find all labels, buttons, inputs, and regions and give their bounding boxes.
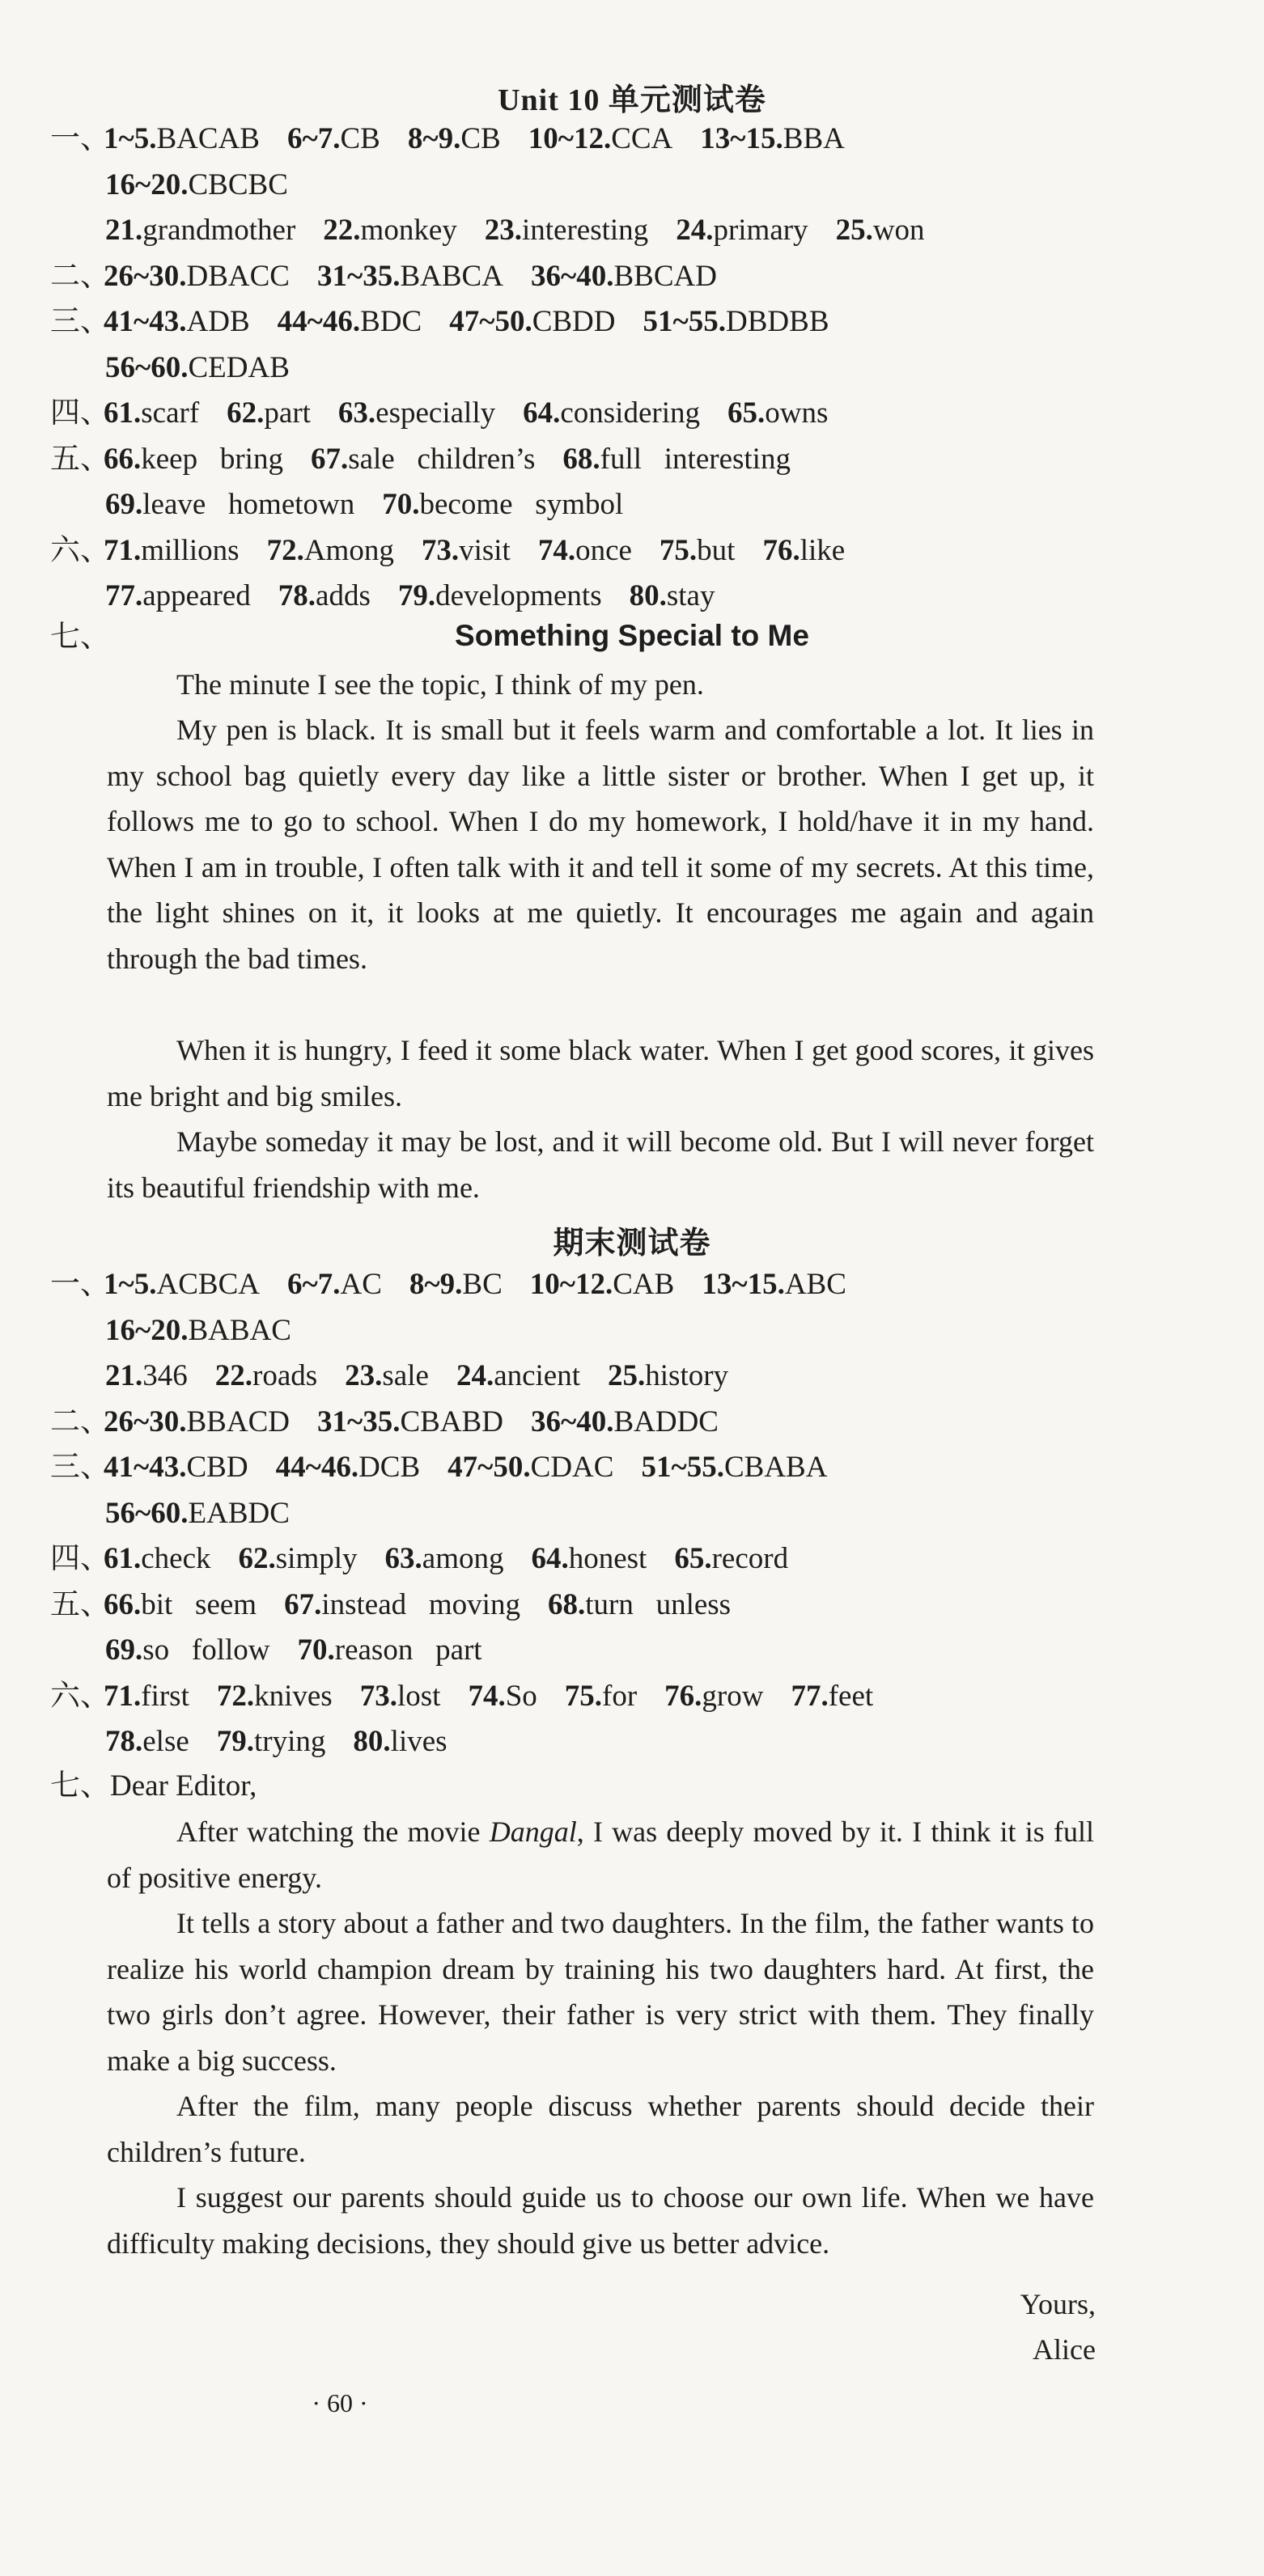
answer-item	[762, 534, 845, 567]
final-para-1	[107, 1809, 1094, 1900]
question-number: 70.	[297, 1633, 335, 1667]
answer-item	[287, 122, 380, 155]
unit10-para-1: The minute I see the topic, I think of my pen.	[176, 668, 704, 701]
unit10-answer-row	[50, 437, 1102, 482]
question-number: 44~46.	[275, 1451, 359, 1484]
question-number: 6~7.	[286, 122, 341, 155]
answer-value: BACAB	[156, 122, 260, 155]
answer-item	[468, 1680, 537, 1713]
answer-value: monkey	[360, 214, 457, 247]
answer-item	[217, 1725, 326, 1758]
answer-item	[311, 443, 535, 476]
question-number: 44~46.	[277, 305, 361, 338]
final-essay-lead	[50, 1764, 1102, 1809]
question-number: 77.	[105, 579, 143, 612]
answer-value: CB	[340, 122, 380, 155]
unit10-title: Unit 10 单元测试卷	[498, 83, 766, 117]
answer-value: interesting	[522, 214, 649, 247]
question-number: 13~15.	[702, 1268, 785, 1301]
answer-value: CCA	[611, 122, 673, 155]
answer-item	[227, 396, 311, 430]
question-number: 69.	[105, 1633, 143, 1667]
answer-value: history	[645, 1359, 729, 1392]
question-number: 72.	[216, 1679, 255, 1713]
question-number: 16~20.	[105, 167, 189, 201]
answer-value: So	[505, 1679, 537, 1713]
question-number: 79.	[216, 1725, 255, 1758]
answer-value: BABCA	[400, 259, 503, 293]
page-number: · 60 ·	[312, 2388, 368, 2417]
final-title: 期末测试卷	[553, 1227, 711, 1260]
answer-item	[287, 1268, 382, 1301]
question-number: 13~15.	[700, 122, 783, 155]
answer-item	[836, 214, 925, 247]
final-answer-row	[50, 1582, 1102, 1628]
answer-item	[700, 122, 845, 155]
question-number: 1~5.	[104, 122, 157, 155]
section-number: 二、	[50, 1405, 110, 1438]
answer-value: BDC	[360, 305, 422, 338]
answer-value: turn unless	[585, 1587, 732, 1621]
answer-value: CBABA	[723, 1451, 828, 1484]
answer-item	[660, 534, 736, 567]
answer-value: simply	[275, 1542, 358, 1575]
question-number: 47~50.	[449, 305, 532, 338]
question-number: 31~35.	[316, 1405, 401, 1438]
answer-value: BBA	[783, 122, 845, 155]
answer-value: for	[602, 1679, 638, 1713]
question-number: 76.	[762, 533, 800, 567]
question-number: 65.	[727, 396, 766, 430]
answer-value: once	[575, 533, 632, 567]
answer-item	[791, 1680, 873, 1713]
section-number: 四、	[50, 396, 110, 430]
answer-value: won	[872, 214, 925, 247]
unit10-answer-row	[50, 391, 1102, 436]
answer-item	[104, 396, 199, 430]
final-answer-row	[50, 1536, 1102, 1582]
final-answer-row	[105, 1308, 1157, 1354]
answer-item	[105, 351, 290, 384]
section-number: 五、	[50, 1587, 110, 1621]
question-number: 74.	[468, 1679, 506, 1713]
answer-value: ADB	[186, 305, 250, 338]
question-number: 74.	[537, 533, 576, 567]
question-number: 64.	[531, 1542, 569, 1575]
answer-item	[345, 1359, 429, 1392]
final-signature: Alice	[1033, 2333, 1096, 2366]
answer-value: knives	[254, 1679, 333, 1713]
unit10-para-3: When it is hungry, I feed it some black water. When I get good scores, it gives me bright and big smiles.	[107, 1034, 1094, 1112]
final-greeting: Dear Editor,	[110, 1769, 257, 1803]
answer-value: appeared	[142, 579, 251, 612]
answer-item	[523, 396, 700, 430]
question-number: 21.	[105, 214, 143, 247]
final-para-3: After the film, many people discuss whether parents should decide their children’s future.	[107, 2090, 1094, 2168]
answer-value: BADDC	[613, 1405, 719, 1438]
question-number: 76.	[664, 1679, 702, 1713]
question-number: 23.	[484, 214, 522, 247]
answer-value: EABDC	[188, 1496, 290, 1530]
question-number: 78.	[278, 579, 316, 612]
final-para-2: It tells a story about a father and two daughters. In the film, the father wants to realize his world champion dream by training his two daughters hard. At first, the two girls don’t agree. However, their father is very strict with them. They finally make a big success.	[107, 1907, 1094, 2077]
answer-item	[338, 396, 495, 430]
question-number: 75.	[659, 533, 698, 567]
question-number: 78.	[105, 1725, 143, 1758]
question-number: 79.	[397, 579, 436, 612]
answer-item	[105, 1314, 291, 1347]
question-number: 77.	[791, 1679, 829, 1713]
answer-item	[422, 534, 511, 567]
unit10-essay-lead: 七、	[50, 621, 110, 654]
answer-value: 346	[142, 1359, 188, 1392]
answer-item	[676, 214, 808, 247]
final-para-1-text: After watching the movie Dangal, I was deeply moved by it. I think it is full of positive energy.	[107, 1815, 1094, 1894]
answer-value: leave hometown	[142, 488, 355, 521]
answer-value: check	[141, 1542, 211, 1575]
answer-value: sale	[382, 1359, 429, 1392]
question-number: 10~12.	[528, 122, 612, 155]
question-number: 65.	[674, 1542, 712, 1575]
question-number: 6~7.	[286, 1268, 341, 1301]
answer-item	[531, 1405, 719, 1438]
question-number: 66.	[104, 1587, 142, 1621]
question-number: 67.	[284, 1587, 322, 1621]
answer-item	[664, 1680, 763, 1713]
answer-value: CBD	[186, 1451, 248, 1484]
question-number: 68.	[562, 442, 600, 476]
question-number: 64.	[523, 396, 561, 430]
question-number: 47~50.	[447, 1451, 531, 1484]
unit10-answer-row	[50, 254, 1102, 299]
question-number: 1~5.	[104, 1268, 157, 1301]
answer-value: considering	[560, 396, 700, 430]
unit10-para-4: Maybe someday it may be lost, and it will become old. But I will never forget its beautiful friendship with me.	[107, 1125, 1094, 1204]
answer-value: adds	[316, 579, 371, 612]
question-number: 71.	[104, 533, 142, 567]
answer-item	[531, 260, 717, 293]
unit10-answer-row	[105, 574, 1157, 619]
answer-value: especially	[375, 396, 496, 430]
unit10-answer-row	[105, 208, 1157, 253]
answer-item	[531, 1542, 647, 1575]
answer-value: primary	[713, 214, 808, 247]
unit10-answer-row	[105, 482, 1157, 527]
answer-item	[727, 396, 828, 430]
answer-value: BBCAD	[613, 259, 717, 293]
answer-item	[104, 1680, 189, 1713]
answer-value: like	[800, 533, 846, 567]
answer-item	[105, 168, 288, 201]
answer-item	[104, 443, 283, 476]
question-number: 31~35.	[316, 259, 401, 293]
question-number: 56~60.	[105, 1496, 189, 1530]
question-number: 61.	[104, 396, 142, 430]
answer-value: reason part	[334, 1633, 482, 1667]
answer-value: lost	[397, 1679, 441, 1713]
answer-value: BBACD	[186, 1405, 290, 1438]
question-number: 24.	[456, 1359, 494, 1392]
answer-item	[485, 214, 648, 247]
answer-item	[105, 488, 354, 521]
question-number: 22.	[323, 214, 361, 247]
section-number: 四、	[50, 1542, 110, 1575]
question-number: 36~40.	[530, 259, 614, 293]
answer-value: feet	[828, 1679, 874, 1713]
answer-value: part	[264, 396, 311, 430]
question-number: 71.	[104, 1679, 142, 1713]
answer-item	[105, 1633, 270, 1667]
answer-item	[323, 214, 456, 247]
answer-value: CBDD	[532, 305, 616, 338]
question-number: 41~43.	[104, 1451, 187, 1484]
question-number: 72.	[266, 533, 304, 567]
answer-item	[565, 1680, 637, 1713]
question-number: 75.	[564, 1679, 603, 1713]
answer-value: ACBCA	[156, 1268, 260, 1301]
question-number: 26~30.	[104, 259, 187, 293]
answer-item	[408, 122, 501, 155]
final-answer-row	[105, 1719, 1157, 1765]
answer-value: ancient	[494, 1359, 581, 1392]
answer-value: BC	[462, 1268, 503, 1301]
unit10-answer-row	[50, 528, 1102, 574]
section-number: 六、	[50, 1679, 110, 1713]
answer-item	[674, 1542, 788, 1575]
answer-item	[382, 488, 623, 521]
answer-item	[548, 1588, 731, 1621]
answer-value: but	[697, 533, 736, 567]
answer-value: so follow	[142, 1633, 270, 1667]
section-number: 一、	[50, 1268, 110, 1301]
final-answer-row	[105, 1628, 1157, 1673]
question-number: 80.	[353, 1725, 391, 1758]
answer-item	[104, 305, 250, 338]
answer-item	[409, 1268, 503, 1301]
question-number: 68.	[547, 1587, 586, 1621]
unit10-answer-row	[105, 345, 1157, 391]
question-number: 41~43.	[104, 305, 187, 338]
answer-item	[105, 1359, 188, 1392]
question-number: 63.	[337, 396, 376, 430]
answer-item	[385, 1542, 504, 1575]
question-number: 62.	[227, 396, 265, 430]
answer-value: honest	[568, 1542, 647, 1575]
section-number: 三、	[50, 1451, 110, 1484]
answer-item	[104, 534, 240, 567]
answer-value: ABC	[784, 1268, 846, 1301]
question-number: 73.	[421, 533, 460, 567]
answer-item	[104, 1542, 211, 1575]
answer-item	[105, 579, 251, 612]
question-number: 62.	[238, 1542, 276, 1575]
final-answer-row	[50, 1262, 1102, 1307]
answer-value: millions	[141, 533, 240, 567]
answer-item	[449, 305, 615, 338]
answer-value: grow	[702, 1679, 764, 1713]
final-answer-row	[50, 1674, 1102, 1719]
question-number: 66.	[104, 442, 142, 476]
answer-item	[630, 579, 715, 612]
answer-value: bit seem	[141, 1587, 257, 1621]
answer-value: sale children’s	[348, 442, 536, 476]
answer-value: CDAC	[530, 1451, 614, 1484]
answer-item	[608, 1359, 728, 1392]
question-number: 22.	[214, 1359, 252, 1392]
answer-value: visit	[459, 533, 511, 567]
answer-value: roads	[252, 1359, 318, 1392]
answer-item	[641, 1451, 827, 1484]
section-number: 一、	[50, 122, 110, 155]
answer-value: scarf	[141, 396, 200, 430]
answer-item	[278, 579, 371, 612]
answer-item	[562, 443, 791, 476]
final-answer-row	[105, 1491, 1157, 1536]
answer-item	[317, 260, 503, 293]
question-number: 26~30.	[104, 1405, 187, 1438]
final-para-4: I suggest our parents should guide us to choose our own life. When we have difficulty making decisions, they should give us better advice.	[107, 2181, 1094, 2260]
question-number: 16~20.	[105, 1313, 189, 1347]
question-number: 51~55.	[641, 1451, 724, 1484]
answer-value: DBDBB	[726, 305, 829, 338]
answer-value: Among	[303, 533, 394, 567]
answer-value: owns	[765, 396, 829, 430]
answer-value: CBABD	[400, 1405, 503, 1438]
question-number: 51~55.	[643, 305, 727, 338]
answer-value: DCB	[358, 1451, 421, 1484]
question-number: 24.	[676, 214, 714, 247]
unit10-essay-title: Something Special to Me	[455, 619, 809, 652]
answer-value: record	[711, 1542, 789, 1575]
question-number: 21.	[105, 1359, 143, 1392]
answer-item	[284, 1588, 520, 1621]
question-number: 73.	[359, 1679, 397, 1713]
unit10-para-2: My pen is black. It is small but it feels warm and comfortable a lot. It lies in my school bag quietly every day like a little sister or brother. When I get up, it follows me to go to school. When I do my homework, I hold/have it in my hand. When I am in trouble, I often talk with it and tell it some of my secrets. At this time, the light shines on it, it looks at me quietly. It encourages me again and again through the bad times.	[107, 714, 1094, 975]
answer-item	[276, 1451, 421, 1484]
question-number: 56~60.	[105, 350, 189, 384]
answer-value: lives	[390, 1725, 447, 1758]
answer-item	[217, 1680, 333, 1713]
question-number: 80.	[629, 579, 667, 612]
answer-item	[456, 1359, 580, 1392]
answer-item	[528, 122, 673, 155]
question-number: 36~40.	[530, 1405, 614, 1438]
final-answer-row	[50, 1445, 1102, 1490]
question-number: 25.	[608, 1359, 646, 1392]
section-number: 二、	[50, 259, 110, 293]
answer-value: DBACC	[186, 259, 290, 293]
answer-item	[643, 305, 829, 338]
answer-item	[298, 1633, 482, 1667]
answer-item	[105, 1725, 189, 1758]
final-essay-number: 七、	[50, 1769, 110, 1803]
answer-value: CBCBC	[188, 167, 288, 201]
answer-value: trying	[254, 1725, 326, 1758]
answer-value: CAB	[613, 1268, 675, 1301]
section-number: 六、	[50, 533, 110, 567]
question-number: 10~12.	[529, 1268, 613, 1301]
answer-item	[104, 1268, 260, 1301]
answer-value: developments	[435, 579, 602, 612]
answer-item	[360, 1680, 441, 1713]
section-number: 三、	[50, 305, 110, 338]
answer-item	[530, 1268, 675, 1301]
answer-item	[398, 579, 602, 612]
unit10-answer-row	[50, 299, 1102, 345]
answer-value: full interesting	[600, 442, 791, 476]
answer-item	[447, 1451, 613, 1484]
question-number: 8~9.	[409, 1268, 463, 1301]
answer-value: become symbol	[419, 488, 624, 521]
answer-item	[105, 214, 295, 247]
final-answer-row	[105, 1354, 1157, 1399]
final-closing: Yours,	[1020, 2288, 1096, 2320]
final-answer-row	[50, 1400, 1102, 1445]
answer-value: AC	[340, 1268, 382, 1301]
answer-item	[215, 1359, 317, 1392]
answer-value: CEDAB	[188, 350, 290, 384]
answer-item	[104, 122, 260, 155]
question-number: 61.	[104, 1542, 142, 1575]
answer-value: first	[141, 1679, 189, 1713]
answer-item	[702, 1268, 846, 1301]
answer-value: else	[142, 1725, 189, 1758]
answer-item	[239, 1542, 358, 1575]
question-number: 67.	[310, 442, 349, 476]
question-number: 70.	[382, 488, 420, 521]
answer-item	[317, 1405, 503, 1438]
answer-value: keep bring	[141, 442, 283, 476]
answer-value: instead moving	[321, 1587, 520, 1621]
answer-item	[267, 534, 394, 567]
unit10-answer-row	[105, 163, 1157, 208]
question-number: 8~9.	[407, 122, 461, 155]
answer-item	[353, 1725, 447, 1758]
question-number: 69.	[105, 488, 143, 521]
question-number: 23.	[345, 1359, 383, 1392]
answer-item	[104, 1405, 290, 1438]
answer-item	[538, 534, 632, 567]
answer-item	[105, 1497, 290, 1530]
answer-item	[104, 260, 290, 293]
question-number: 63.	[384, 1542, 422, 1575]
answer-value: CB	[460, 122, 501, 155]
question-number: 25.	[835, 214, 873, 247]
unit10-answer-row	[50, 117, 1102, 162]
answer-value: among	[422, 1542, 504, 1575]
section-number: 五、	[50, 442, 110, 476]
answer-value: grandmother	[142, 214, 296, 247]
answer-value: stay	[666, 579, 715, 612]
answer-item	[104, 1588, 257, 1621]
answer-item	[104, 1451, 248, 1484]
answer-item	[278, 305, 422, 338]
answer-value: BABAC	[188, 1313, 291, 1347]
